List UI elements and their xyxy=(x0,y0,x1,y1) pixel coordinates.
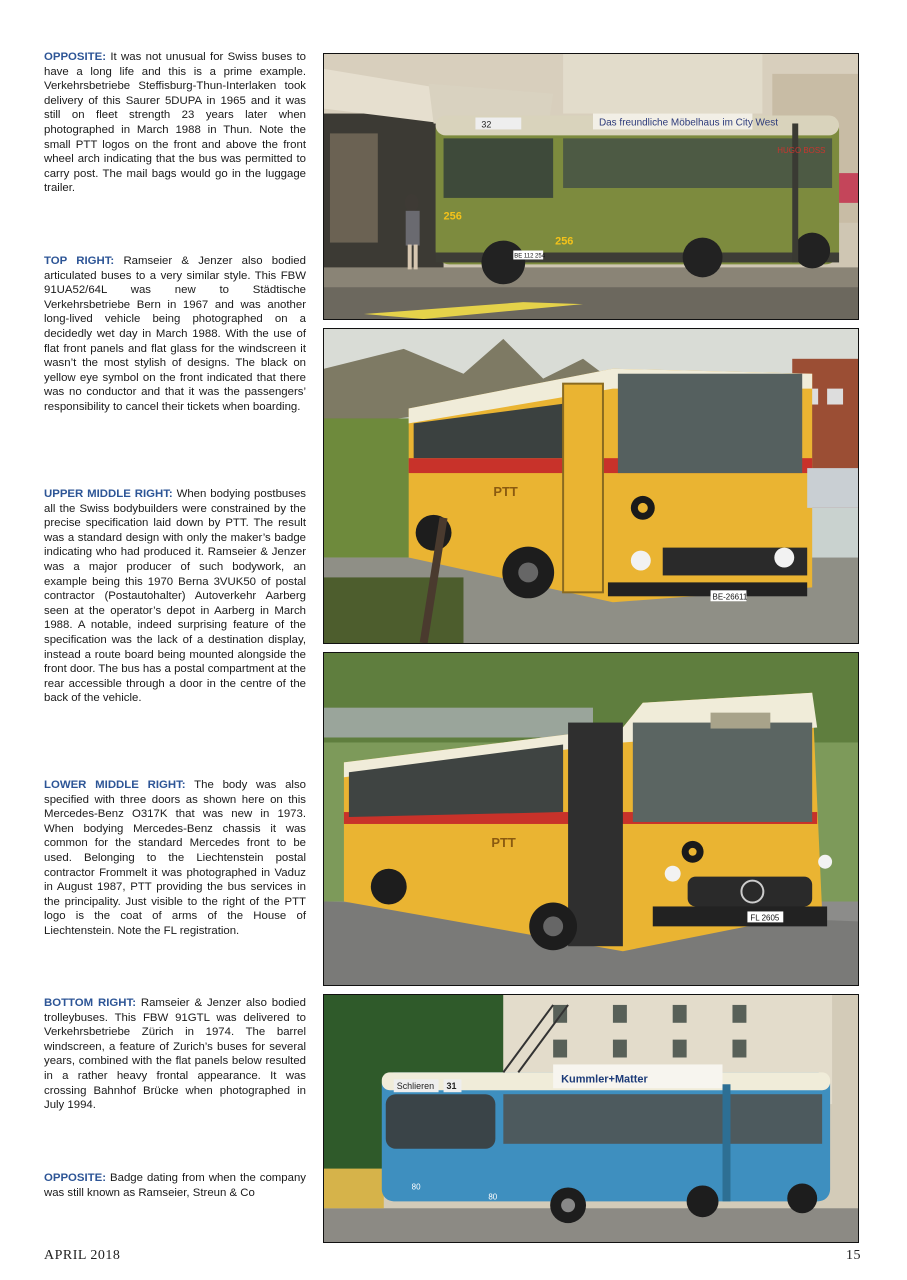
fleet-number-side: 256 xyxy=(555,235,574,248)
fleet-number-side: 80 xyxy=(488,1192,498,1202)
caption-text: It was not unusual for Swiss buses to have a long life and this is a prime example. Verkehrsbetriebe Steffisburg-Thun-Interlaken took delivery of this Saurer 5DUPA in 1965 and it was still on fleet strength 23 years later when photographed in March 1988 in Thun. Note the small PTT logos on the front and above the front wheel arch indicating that the bus was permitted to carry post. The mail bags would go in the luggage trailer. xyxy=(44,51,306,195)
ptt-lettering: PTT xyxy=(493,483,518,499)
caption-bottom-right xyxy=(44,996,306,1113)
photo-mercedes-postbus xyxy=(323,652,859,986)
caption-lower-middle-right xyxy=(44,778,306,939)
caption-lead: UPPER MIDDLE RIGHT: xyxy=(44,488,173,500)
photo-green-articulated-bus xyxy=(323,53,859,320)
route-number: 31 xyxy=(446,1081,457,1092)
caption-lead: LOWER MIDDLE RIGHT: xyxy=(44,779,186,791)
bus-side-advert: Das freundliche Möbelhaus im City West xyxy=(598,117,779,129)
caption-lead: TOP RIGHT: xyxy=(44,255,115,267)
caption-opposite xyxy=(44,50,306,196)
caption-top-right xyxy=(44,254,306,415)
number-plate: BE-26611 xyxy=(712,592,748,602)
caption-text: When bodying postbuses all the Swiss bodybuilders were constrained by the precise specification laid down by PTT. The result was a standard design with only the maker’s badge indicating who had produced it. Ramseier & Jenzer was a major producer of such bodywork, an example being this 1970 Berna 3VUK50 of postal contractor (Postautohalter) Autoverkehr Aarberg seen at the operator’s depot in Aarberg in March 1988. A notable, indeed surprising feature of the specification was the lack of a destination display, instead a route board being mounted alongside the front door. The bus has a postal compartment at the rear accessible through a door in the centre of the back of the vehicle. xyxy=(44,488,306,705)
route-number: 32 xyxy=(481,119,492,130)
number-plate: BE 112 254 xyxy=(514,253,546,260)
caption-lead: BOTTOM RIGHT: xyxy=(44,997,136,1009)
caption-text: Badge dating from when the company was still known as Ramseier, Streun & Co xyxy=(44,1172,306,1199)
caption-lead: OPPOSITE: xyxy=(44,1172,107,1184)
ptt-lettering: PTT xyxy=(491,834,516,850)
destination-display: Schlieren xyxy=(396,1081,435,1092)
caption-lead: OPPOSITE: xyxy=(44,51,107,63)
caption-text: Ramseier & Jenzer also bodied articulated buses to a very similar style. This FBW 91UA52/64L was new to Städtische Verkehrsbetriebe Bern in 1967 and was another long-lived vehicle being photographed on a decidedly wet day in March 1988. With the use of flat front panels and flat glass for the windscreen it wasn’t the most stylish of designs. The black on yellow eye symbol on the front indicated that there was no conductor and that it was the passengers’ responsibility to cancel their tickets when boarding. xyxy=(44,255,306,413)
issue-date: APRIL 2018 xyxy=(44,1248,121,1263)
shop-sign: HUGO BOSS xyxy=(777,146,826,156)
page-number: 15 xyxy=(846,1248,861,1263)
roof-advert: Kummler+Matter xyxy=(561,1073,648,1086)
caption-text: The body was also specified with three doors as shown here on this Mercedes-Benz O317K that was new in 1973. When bodying Mercedes-Benz chassis it was common for the standard Mercedes front to be used. Belonging to the Liechtenstein postal contractor Frommelt it was photographed in Vaduz in August 1987, PTT providing the bus services in the principality. Just visible to the right of the PTT logo is the coat of arms of the House of Liechtenstein. Note the FL registration. xyxy=(44,779,306,937)
caption-opposite-badge xyxy=(44,1171,306,1200)
fleet-number: 80 xyxy=(411,1182,421,1192)
fleet-number: 256 xyxy=(443,210,462,223)
number-plate: FL 2605 xyxy=(750,913,780,923)
caption-upper-middle-right xyxy=(44,487,306,706)
caption-text: Ramseier & Jenzer also bodied trolleybuses. This FBW 91GTL was delivered to Verkehrsbetriebe Zürich in 1974. The barrel windscreen, a feature of Zurich’s buses for several years, combined with the flat panels below resulted in a rather heavy frontal appearance. It was crossing Bahnhof Brücke when photographed in July 1994. xyxy=(44,997,306,1112)
photo-blue-trolleybus xyxy=(323,994,859,1243)
photo-yellow-postbus-depot xyxy=(323,328,859,644)
